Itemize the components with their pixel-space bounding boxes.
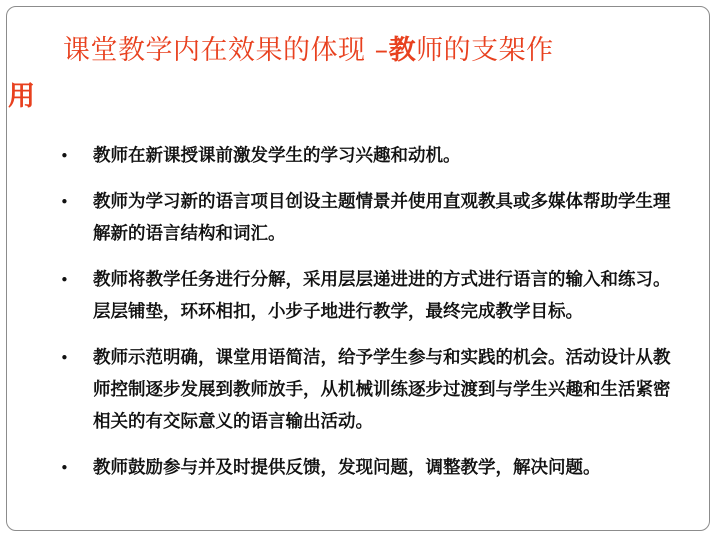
bullet-item	[60, 452, 680, 484]
bullet-text: 教师在新课授课前激发学生的学习兴趣和动机。	[93, 146, 461, 166]
bullet-text: 教师将教学任务进行分解，采用层层递进进的方式进行语言的输入和练习。 层层铺垫，环环相扣，小步子地进行教学，最终完成教学目标。	[93, 270, 671, 322]
title-part1: 课堂教学内在效果的体现 –	[63, 35, 389, 66]
bullet-marker: •	[60, 193, 69, 211]
bullet-item	[60, 140, 680, 172]
bullet-text: 教师示范明确，课堂用语简洁，给予学生参与和实践的机会。活动设计从教师控制逐步发展到教师放手，从机械训练逐步过渡到与学生兴趣和生活紧密相关的有交际意义的语言输出活动。	[93, 348, 671, 432]
title-emphasis: 教	[388, 35, 417, 66]
title-part2: 师的支架作	[416, 35, 554, 66]
bullet-text: 教师鼓励参与并及时提供反馈，发现问题，调整教学，解决问题。	[93, 458, 601, 478]
bullet-marker: •	[60, 271, 69, 289]
slide-title	[63, 28, 554, 67]
bullet-marker: •	[60, 349, 69, 367]
bullet-marker: •	[60, 147, 69, 165]
slide-title-continued: 用	[8, 81, 35, 112]
bullet-marker: •	[60, 459, 69, 477]
bullet-list	[60, 140, 680, 498]
bullet-item	[60, 186, 680, 250]
bullet-text: 教师为学习新的语言项目创设主题情景并使用直观教具或多媒体帮助学生理解新的语言结构和词汇。	[93, 192, 671, 244]
bullet-item	[60, 264, 680, 328]
bullet-item	[60, 342, 680, 438]
